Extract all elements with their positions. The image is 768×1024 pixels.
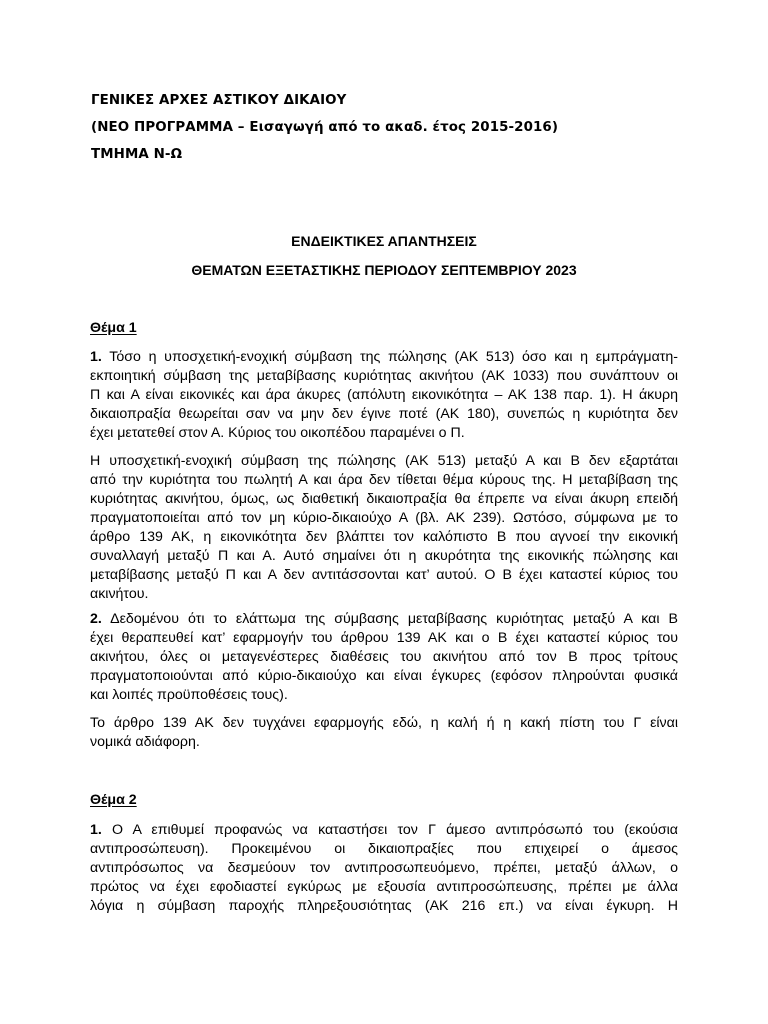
- paragraph-line: δικαιοπραξία θεωρείται σαν να μην δεν έγινε ποτέ (ΑΚ 180), συνεπώς η κυριότητα δεν: [90, 406, 678, 422]
- thema-1-paragraph-2: [90, 452, 678, 604]
- thema-1-paragraph-1: [90, 348, 678, 443]
- paragraph-line: έχει μετατεθεί στον Α. Κύριος του οικοπέδου παραμένει ο Π.: [90, 425, 465, 441]
- paragraph-line: έχει θεραπευθεί κατ’ εφαρμογήν του άρθρου 139 ΑΚ και ο Β έχει καταστεί κύριος του: [90, 630, 678, 646]
- paragraph-line: από την κυριότητα του πωλητή Α και άρα δεν τίθεται θέμα κύρους της. Η μεταβίβαση της: [90, 472, 678, 488]
- paragraph-line: ακινήτου, όλες οι μεταγενέστερες διαθέσεις του ακινήτου από τον Β προς τρίτους: [90, 649, 678, 665]
- paragraph-line: 1. Τόσο η υποσχετική-ενοχική σύμβαση της πώλησης (ΑΚ 513) όσο και η εμπράγματη-: [90, 349, 678, 365]
- question-number: 2.: [90, 611, 102, 627]
- course-title: ΓΕΝΙΚΕΣ ΑΡΧΕΣ ΑΣΤΙΚΟΥ ΔΙΚΑΙΟΥ: [91, 93, 347, 108]
- paragraph-line: εκποιητική σύμβαση της μεταβίβασης κυριότητας ακινήτου (ΑΚ 1033) που συνάπτουν οι: [90, 368, 678, 384]
- paragraph-line: λόγια η σύμβαση παροχής πληρεξουσιότητας (ΑΚ 216 επ.) να είναι έγκυρη. Η: [90, 898, 678, 914]
- paragraph-line: και λοιπές προϋποθέσεις τους).: [90, 687, 288, 703]
- document-title-line1: ΕΝΔΕΙΚΤΙΚΕΣ ΑΠΑΝΤΗΣΕΙΣ: [291, 233, 477, 249]
- document-title-line2: ΘΕΜΑΤΩΝ ΕΞΕΤΑΣΤΙΚΗΣ ΠΕΡΙΟΔΟΥ ΣΕΠΤΕΜΒΡΙΟΥ 2023: [191, 262, 577, 278]
- thema-1-heading: Θέμα 1: [90, 320, 137, 336]
- paragraph-line: Π και Α είναι εικονικές και άρα άκυρες (απόλυτη εικονικότητα – ΑΚ 138 παρ. 1). Η άκυρη: [90, 387, 678, 403]
- thema-2-heading: Θέμα 2: [90, 792, 137, 808]
- paragraph-line: αντιπροσώπευση). Προκειμένου οι δικαιοπραξίες που επιχειρεί ο άμεσος: [90, 841, 678, 857]
- department-label: ΤΜΗΜΑ Ν-Ω: [91, 147, 183, 162]
- program-note: (ΝΕΟ ΠΡΟΓΡΑΜΜΑ – Εισαγωγή από το ακαδ. έτος 2015-2016): [91, 120, 559, 135]
- paragraph-line: 1. Ο Α επιθυμεί προφανώς να καταστήσει τον Γ άμεσο αντιπρόσωπό του (εκούσια: [90, 822, 678, 838]
- paragraph-line: άρθρο 139 ΑΚ, η εικονικότητα δεν βλάπτει τον καλόπιστο Β που αγνοεί την εικονική: [90, 529, 678, 545]
- paragraph-line: νομικά αδιάφορη.: [90, 734, 200, 750]
- paragraph-line: ακινήτου.: [90, 586, 149, 602]
- paragraph-line: μεταβίβασης μεταξύ Π και Α δεν αντιτάσσονται κατ’ αυτού. Ο Β έχει καταστεί κύριος του: [90, 567, 678, 583]
- question-number: 1.: [90, 822, 102, 838]
- thema-1-paragraph-4: [90, 714, 678, 752]
- paragraph-line: πραγματοποιούνται από κύριο-δικαιούχο και είναι έγκυρες (εφόσον πληρούνται φυσικά: [90, 668, 678, 684]
- paragraph-line: συναλλαγή μεταξύ Π και Α. Αυτό σημαίνει ότι η ακυρότητα της εικονικής πώλησης και: [90, 548, 678, 564]
- paragraph-line: Η υποσχετική-ενοχική σύμβαση της πώλησης (ΑΚ 513) μεταξύ Α και Β δεν εξαρτάται: [90, 453, 678, 469]
- paragraph-line: πρώτος να έχει εφοδιαστεί εγκύρως με εξουσία αντιπροσώπευσης, πρέπει με άλλα: [90, 879, 678, 895]
- paragraph-line: πραγματοποιείται από τον μη κύριο-δικαιούχο Α (βλ. ΑΚ 239). Ωστόσο, σύμφωνα με το: [90, 510, 678, 526]
- paragraph-line: κυριότητας ακινήτου, όμως, ως διαθετική δικαιοπραξία θα έπρεπε να είναι άκυρη επειδή: [90, 491, 678, 507]
- paragraph-line: αντιπρόσωπος να δεσμεύουν τον αντιπροσωπευόμενο, πρέπει, μεταξύ άλλων, ο: [90, 860, 678, 876]
- thema-2-paragraph-1: [90, 821, 678, 916]
- paragraph-line: 2. Δεδομένου ότι το ελάττωμα της σύμβασης μεταβίβασης κυριότητας μεταξύ Α και Β: [90, 611, 678, 627]
- question-number: 1.: [90, 349, 102, 365]
- paragraph-line: Το άρθρο 139 ΑΚ δεν τυγχάνει εφαρμογής εδώ, η καλή ή η κακή πίστη του Γ είναι: [90, 715, 678, 731]
- thema-1-paragraph-3: [90, 610, 678, 705]
